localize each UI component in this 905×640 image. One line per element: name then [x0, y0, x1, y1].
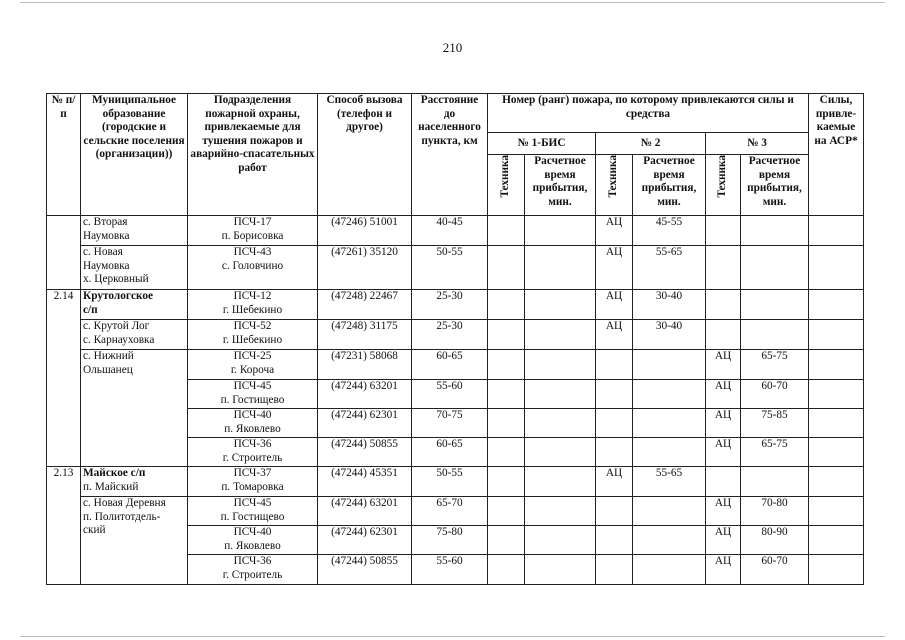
- distance-cell: 25-30: [412, 320, 488, 350]
- tech-1-cell: [488, 467, 525, 497]
- arrival-2-cell: [633, 409, 706, 438]
- arrival-1-cell: [525, 555, 596, 585]
- header-arrival-2: Расчетное время прибытия, мин.: [633, 155, 706, 216]
- asr-cell: [809, 526, 864, 555]
- header-rank-2: № 2: [596, 133, 706, 155]
- header-municipality: Муниципальное образование (городские и сельские поселения (организации)): [81, 94, 188, 216]
- arrival-1-cell: [525, 380, 596, 409]
- municipality-line: ский: [83, 524, 106, 536]
- header-arrival-1: Расчетное время прибытия, мин.: [525, 155, 596, 216]
- municipality-line: Наумовка: [83, 229, 130, 242]
- asr-cell: [809, 409, 864, 438]
- unit-location: г. Шебекино: [222, 303, 283, 316]
- arrival-1-cell: [525, 350, 596, 380]
- arrival-2-cell: 30-40: [633, 290, 706, 320]
- unit-cell: [188, 438, 318, 467]
- phone-cell: (47244) 50855: [318, 438, 412, 467]
- tech-1-cell: [488, 497, 525, 526]
- tech-3-cell: [706, 216, 741, 246]
- municipality-cell: [81, 467, 188, 497]
- unit-cell: [188, 409, 318, 438]
- phone-cell: (47244) 63201: [318, 380, 412, 409]
- phone-cell: (47244) 63201: [318, 497, 412, 526]
- unit-location: с. Головчино: [221, 259, 284, 272]
- header-call-method: Способ вызова (телефон и другое): [318, 94, 412, 216]
- unit-cell: [188, 497, 318, 526]
- arrival-2-cell: 55-65: [633, 467, 706, 497]
- municipality-line: с. Крутой Лог: [83, 320, 150, 332]
- municipality-cell: [81, 216, 188, 246]
- tech-3-cell: АЦ: [706, 380, 741, 409]
- unit-location: г. Шебекино: [222, 333, 283, 346]
- arrival-2-cell: [633, 497, 706, 526]
- distance-cell: 55-60: [412, 380, 488, 409]
- fire-forces-table: [46, 93, 864, 585]
- tech-1-cell: [488, 380, 525, 409]
- distance-cell: 50-55: [412, 467, 488, 497]
- municipality-cell: [81, 497, 188, 585]
- distance-cell: 65-70: [412, 497, 488, 526]
- municipality-line: с. Нижний: [83, 350, 134, 362]
- table-row: [47, 350, 864, 380]
- tech-2-cell: [596, 409, 633, 438]
- arrival-2-cell: [633, 380, 706, 409]
- header-num: № п/п: [47, 94, 81, 216]
- unit-cell: [188, 380, 318, 409]
- arrival-3-cell: [741, 246, 809, 290]
- row-number: 2.13: [47, 467, 81, 585]
- unit-name: ПСЧ-40: [233, 526, 272, 538]
- distance-cell: 25-30: [412, 290, 488, 320]
- unit-location: г. Строитель: [222, 568, 283, 581]
- phone-cell: (47246) 51001: [318, 216, 412, 246]
- header-distance: Расстояние до населенного пункта, км: [412, 94, 488, 216]
- asr-cell: [809, 467, 864, 497]
- arrival-1-cell: [525, 467, 596, 497]
- tech-1-cell: [488, 409, 525, 438]
- tech-3-cell: АЦ: [706, 438, 741, 467]
- municipality-line: Ольшанец: [83, 363, 133, 376]
- unit-cell: [188, 467, 318, 497]
- distance-cell: 75-80: [412, 526, 488, 555]
- unit-name: ПСЧ-45: [233, 497, 272, 509]
- unit-name: ПСЧ-36: [233, 438, 272, 450]
- header-fire-rank: Номер (ранг) пожара, по которому привлекаются силы и средства: [488, 94, 809, 133]
- unit-location: п. Гостищево: [220, 393, 285, 406]
- row-number: 2.14: [47, 290, 81, 467]
- arrival-2-cell: [633, 438, 706, 467]
- header-rank-1bis: № 1-БИС: [488, 133, 596, 155]
- phone-cell: (47244) 62301: [318, 409, 412, 438]
- tech-3-cell: АЦ: [706, 350, 741, 380]
- arrival-3-cell: 60-70: [741, 380, 809, 409]
- municipality-line: х. Церковный: [83, 273, 149, 285]
- asr-cell: [809, 350, 864, 380]
- header-asr: Силы, привле-каемые на АСР*: [809, 94, 864, 216]
- tech-2-cell: АЦ: [596, 467, 633, 497]
- arrival-3-cell: [741, 290, 809, 320]
- arrival-2-cell: [633, 555, 706, 585]
- distance-cell: 40-45: [412, 216, 488, 246]
- tech-3-cell: АЦ: [706, 555, 741, 585]
- asr-cell: [809, 320, 864, 350]
- phone-cell: (47261) 35120: [318, 246, 412, 290]
- phone-cell: (47244) 45351: [318, 467, 412, 497]
- header-tech-1: Техника: [499, 155, 512, 198]
- municipality-line: с/п: [83, 303, 98, 316]
- header-arrival-3: Расчетное время прибытия, мин.: [741, 155, 809, 216]
- tech-3-cell: [706, 320, 741, 350]
- arrival-2-cell: 30-40: [633, 320, 706, 350]
- arrival-3-cell: [741, 320, 809, 350]
- table-row: [47, 246, 864, 290]
- unit-location: п. Яковлево: [224, 539, 281, 552]
- tech-1-cell: [488, 350, 525, 380]
- tech-1-cell: [488, 216, 525, 246]
- tech-3-cell: [706, 467, 741, 497]
- unit-name: ПСЧ-45: [233, 380, 272, 392]
- tech-1-cell: [488, 526, 525, 555]
- arrival-1-cell: [525, 216, 596, 246]
- phone-cell: (47244) 50855: [318, 555, 412, 585]
- municipality-line: Крутологское: [83, 290, 154, 302]
- asr-cell: [809, 246, 864, 290]
- tech-1-cell: [488, 555, 525, 585]
- tech-1-cell: [488, 320, 525, 350]
- unit-name: ПСЧ-43: [233, 246, 272, 258]
- municipality-line: с. Новая: [83, 246, 123, 258]
- asr-cell: [809, 216, 864, 246]
- phone-cell: (47248) 31175: [318, 320, 412, 350]
- header-units: Подразделения пожарной охраны, привлекаемые для тушения пожаров и аварийно-спасательных работ: [188, 94, 318, 216]
- unit-location: г. Строитель: [222, 451, 283, 464]
- tech-2-cell: АЦ: [596, 216, 633, 246]
- arrival-3-cell: 65-75: [741, 438, 809, 467]
- table-row: [47, 320, 864, 350]
- unit-name: ПСЧ-52: [233, 320, 272, 332]
- distance-cell: 60-65: [412, 350, 488, 380]
- municipality-line: с. Карнауховка: [83, 333, 155, 346]
- arrival-2-cell: 55-65: [633, 246, 706, 290]
- asr-cell: [809, 438, 864, 467]
- tech-2-cell: [596, 380, 633, 409]
- municipality-cell: [81, 320, 188, 350]
- unit-name: ПСЧ-17: [233, 216, 272, 228]
- tech-2-cell: АЦ: [596, 290, 633, 320]
- municipality-line: Майское с/п: [83, 467, 146, 479]
- unit-name: ПСЧ-37: [233, 467, 272, 479]
- phone-cell: (47248) 22467: [318, 290, 412, 320]
- arrival-1-cell: [525, 290, 596, 320]
- unit-cell: [188, 290, 318, 320]
- distance-cell: 55-60: [412, 555, 488, 585]
- tech-3-cell: [706, 290, 741, 320]
- top-rule: [20, 2, 885, 3]
- unit-location: п. Томаровка: [221, 480, 284, 493]
- arrival-1-cell: [525, 246, 596, 290]
- municipality-cell: [81, 246, 188, 290]
- table-row: [47, 290, 864, 320]
- table-row: [47, 497, 864, 526]
- arrival-3-cell: 75-85: [741, 409, 809, 438]
- tech-3-cell: АЦ: [706, 526, 741, 555]
- arrival-3-cell: [741, 467, 809, 497]
- asr-cell: [809, 380, 864, 409]
- arrival-3-cell: [741, 216, 809, 246]
- tech-3-cell: АЦ: [706, 497, 741, 526]
- unit-cell: [188, 526, 318, 555]
- arrival-1-cell: [525, 438, 596, 467]
- tech-2-cell: [596, 526, 633, 555]
- arrival-1-cell: [525, 409, 596, 438]
- unit-name: ПСЧ-36: [233, 555, 272, 567]
- arrival-1-cell: [525, 320, 596, 350]
- unit-cell: [188, 216, 318, 246]
- municipality-line: п. Политотдель-: [83, 510, 161, 523]
- municipality-line: п. Майский: [83, 480, 139, 493]
- asr-cell: [809, 290, 864, 320]
- tech-3-cell: [706, 246, 741, 290]
- tech-2-cell: [596, 555, 633, 585]
- bottom-rule: [20, 636, 885, 637]
- distance-cell: 50-55: [412, 246, 488, 290]
- tech-2-cell: АЦ: [596, 246, 633, 290]
- tech-2-cell: [596, 497, 633, 526]
- unit-name: ПСЧ-40: [233, 409, 272, 421]
- unit-name: ПСЧ-12: [233, 290, 272, 302]
- arrival-2-cell: 45-55: [633, 216, 706, 246]
- municipality-line: с. Вторая: [83, 216, 128, 228]
- distance-cell: 60-65: [412, 438, 488, 467]
- table-row: [47, 216, 864, 246]
- header-tech-2: Техника: [607, 155, 620, 198]
- arrival-3-cell: 65-75: [741, 350, 809, 380]
- unit-cell: [188, 246, 318, 290]
- asr-cell: [809, 555, 864, 585]
- tech-1-cell: [488, 246, 525, 290]
- unit-cell: [188, 320, 318, 350]
- header-tech-3: Техника: [716, 155, 729, 198]
- arrival-2-cell: [633, 526, 706, 555]
- arrival-2-cell: [633, 350, 706, 380]
- page-number: 210: [442, 40, 463, 55]
- arrival-1-cell: [525, 526, 596, 555]
- municipality-line: с. Новая Деревня: [83, 497, 166, 509]
- tech-2-cell: [596, 438, 633, 467]
- arrival-3-cell: 60-70: [741, 555, 809, 585]
- municipality-cell: [81, 290, 188, 320]
- municipality-cell: [81, 350, 188, 467]
- asr-cell: [809, 497, 864, 526]
- tech-1-cell: [488, 438, 525, 467]
- arrival-3-cell: 80-90: [741, 526, 809, 555]
- tech-2-cell: [596, 350, 633, 380]
- municipality-line: Наумовка: [83, 259, 130, 272]
- arrival-3-cell: 70-80: [741, 497, 809, 526]
- unit-cell: [188, 555, 318, 585]
- distance-cell: 70-75: [412, 409, 488, 438]
- arrival-1-cell: [525, 497, 596, 526]
- phone-cell: (47231) 58068: [318, 350, 412, 380]
- unit-location: г. Короча: [230, 363, 275, 376]
- unit-location: п. Борисовка: [221, 229, 284, 242]
- table-row: [47, 467, 864, 497]
- unit-cell: [188, 350, 318, 380]
- phone-cell: (47244) 62301: [318, 526, 412, 555]
- header-rank-3: № 3: [706, 133, 809, 155]
- unit-location: п. Яковлево: [224, 422, 281, 435]
- tech-2-cell: АЦ: [596, 320, 633, 350]
- tech-3-cell: АЦ: [706, 409, 741, 438]
- row-number: [47, 216, 81, 290]
- unit-name: ПСЧ-25: [233, 350, 272, 362]
- tech-1-cell: [488, 290, 525, 320]
- unit-location: п. Гостищево: [220, 510, 285, 523]
